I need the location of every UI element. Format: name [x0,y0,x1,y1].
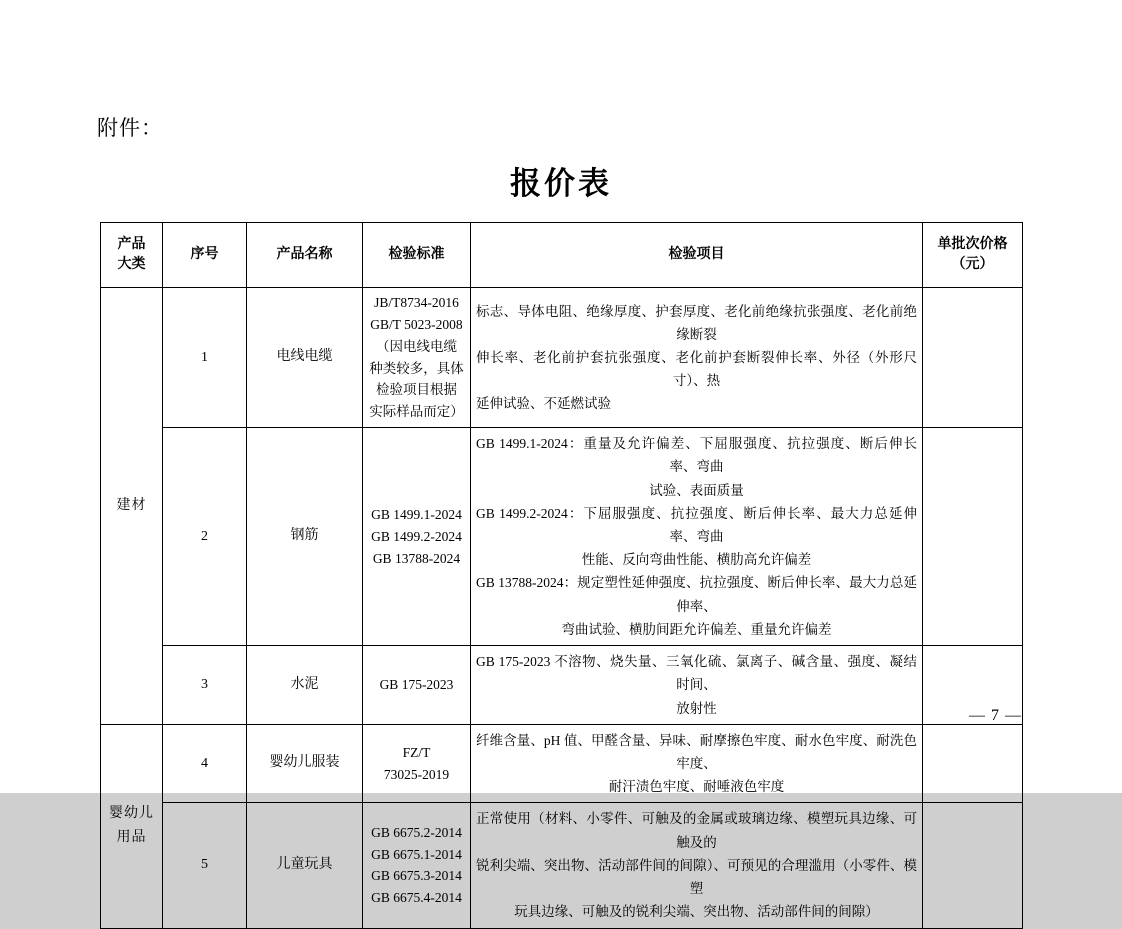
row-product-name: 婴幼儿服装 [247,724,363,803]
item-line: 纤维含量、pH 值、甲醛含量、异味、耐摩擦色牢度、耐水色牢度、耐洗色牢度、 [476,732,917,771]
row-inspection-items [471,724,923,803]
standard-line: GB 175-2023 [379,677,454,693]
item-line: 延伸试验、不延燃试验 [476,396,611,412]
col-header-items: 检验项目 [471,223,923,288]
standard-line: GB 1499.1-2024 [371,506,462,522]
item-line: 放射性 [676,700,717,716]
standard-line: 种类较多，具体 [369,360,464,376]
table-row [101,724,1023,803]
row-standard [363,724,471,803]
item-line: 伸长率、老化前护套抗张强度、老化前护套断裂伸长率、外径（外形尺寸）、热 [476,349,917,389]
item-line: 锐利尖端、突出物、活动部件间的间隙）、可预见的合理滥用（小零件、模塑 [476,857,917,897]
standard-line: GB 6675.3-2014 [371,868,462,884]
standard-line: 实际样品而定） [369,404,464,420]
row-standard [363,803,471,928]
item-line: GB 1499.1-2024：重量及允许偏差、下屈服强度、抗拉强度、断后伸长率、弯曲 [476,436,917,475]
row-no: 5 [163,803,247,928]
item-line: 正常使用（材料、小零件、可触及的金属或玻璃边缘、模塑玩具边缘、可触及的 [476,811,917,850]
col-header-standard: 检验标准 [363,223,471,288]
col-header-no: 序号 [163,223,247,288]
table-row [101,288,1023,428]
row-standard [363,288,471,428]
row-standard [363,646,471,725]
attachment-label: 附件： [97,116,163,140]
col-header-price [923,223,1023,288]
standard-line: 检验项目根据 [376,382,457,398]
row-no: 4 [163,724,247,803]
row-inspection-items [471,646,923,725]
row-product-name: 电线电缆 [247,288,363,428]
table-row [101,646,1023,725]
standard-line: FZ/T [402,744,431,760]
table-row [101,428,1023,646]
row-product-name: 水泥 [247,646,363,725]
row-price[interactable] [923,803,1023,928]
standard-line: JB/T8734-2016 [374,295,459,310]
item-line: 弯曲试验、横肋间距允许偏差、重量允许偏差 [561,621,832,637]
page-title: 报价表 [510,166,612,201]
row-price[interactable] [923,288,1023,428]
table-header-row [101,223,1023,288]
page-number: — 7 — [969,707,1022,724]
standard-line: GB/T 5023-2008 [370,316,463,332]
row-product-name: 儿童玩具 [247,803,363,928]
row-no: 1 [163,288,247,428]
standard-line: GB 6675.4-2014 [371,890,462,906]
item-line: GB 13788-2024：规定塑性延伸强度、抗拉强度、断后伸长率、最大力总延伸率、 [476,575,917,614]
item-line: GB 1499.2-2024：下屈服强度、抗拉强度、断后伸长率、最大力总延伸率、弯曲 [476,505,917,545]
item-line: 标志、导体电阻、绝缘厚度、护套厚度、老化前绝缘抗张强度、老化前绝缘断裂 [476,303,917,342]
standard-line: GB 6675.1-2014 [371,846,462,862]
col-header-price-line2: （元） [951,257,994,272]
standard-line: GB 1499.2-2024 [371,528,462,544]
col-header-product-name: 产品名称 [247,223,363,288]
item-line: 性能、反向弯曲性能、横肋高允许偏差 [581,552,812,568]
standard-line: 73025-2019 [383,766,450,782]
col-header-category [101,223,163,288]
category-cell-jiancai: 建材 [101,288,163,725]
row-product-name: 钢筋 [247,428,363,646]
col-header-category-line1: 产品 [117,236,146,252]
row-inspection-items [471,803,923,928]
standard-line: （因电线电缆 [376,338,457,354]
quote-table-container [100,222,1022,929]
standard-line: GB 13788-2024 [372,550,461,566]
row-standard [363,428,471,646]
row-price[interactable] [923,724,1023,803]
item-line: GB 175-2023 不溶物、烧失量、三氧化硫、氯离子、碱含量、强度、凝结时间、 [476,654,917,693]
quote-table [100,222,1023,929]
col-header-category-line2: 大类 [117,257,146,272]
item-line: 耐汗渍色牢度、耐唾液色牢度 [608,779,785,795]
table-body [101,288,1023,929]
table-row [101,803,1023,928]
row-inspection-items [471,288,923,428]
row-no: 2 [163,428,247,646]
col-header-price-line1: 单批次价格 [937,236,1008,252]
item-line: 玩具边缘、可触及的锐利尖端、突出物、活动部件间的间隙） [514,904,879,920]
row-inspection-items [471,428,923,646]
item-line: 试验、表面质量 [649,482,744,498]
standard-line: GB 6675.2-2014 [371,824,462,840]
category-cell-yingyouer: 婴幼儿用品 [101,724,163,928]
table-header [101,223,1023,288]
row-price[interactable] [923,428,1023,646]
row-no: 3 [163,646,247,725]
